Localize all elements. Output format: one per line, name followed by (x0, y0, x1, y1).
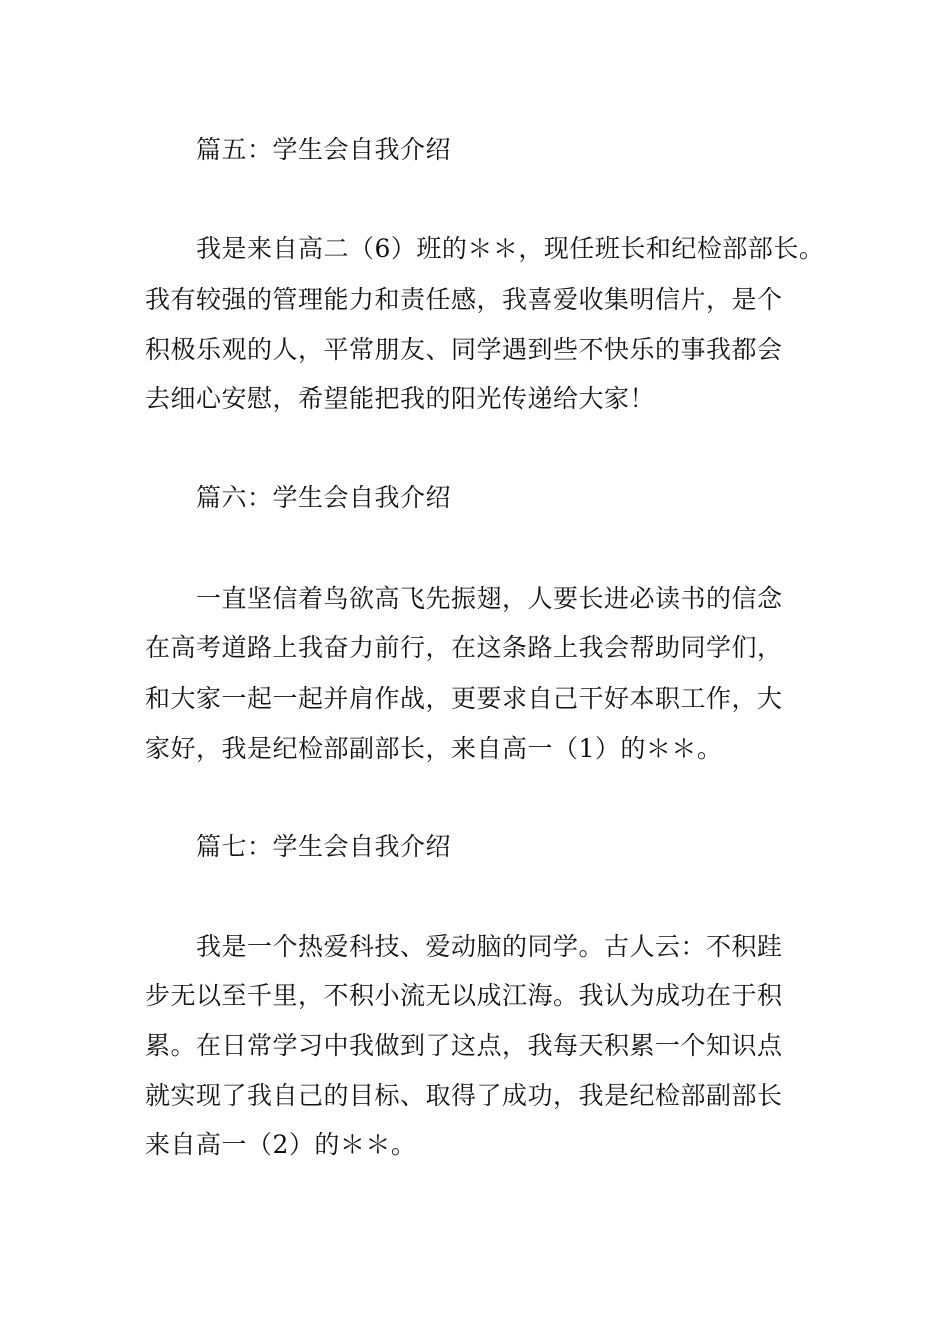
section-heading: 篇七：学生会自我介绍 (196, 832, 452, 861)
section-heading: 篇六：学生会自我介绍 (196, 483, 452, 512)
paragraph-line: 累。在日常学习中我做到了这点，我每天积累一个知识点 (145, 1031, 783, 1060)
paragraph-line: 在高考道路上我奋力前行，在这条路上我会帮助同学们， (145, 633, 783, 662)
paragraph-line: 我是一个热爱科技、爱动脑的同学。古人云：不积跬 (196, 932, 783, 961)
paragraph-line: 我有较强的管理能力和责任感，我喜爱收集明信片，是个 (145, 285, 783, 314)
paragraph-line: 来自高一（2）的＊＊。 (145, 1130, 417, 1159)
paragraph-line: 我是来自高二（6）班的＊＊，现任班长和纪检部部长。 (196, 234, 825, 263)
paragraph-line: 就实现了我自己的目标、取得了成功，我是纪检部副部长 (145, 1081, 783, 1110)
paragraph-line: 一直坚信着鸟欲高飞先振翅，人要长进必读书的信念 (196, 584, 783, 613)
paragraph-line: 和大家一起一起并肩作战，更要求自己干好本职工作，大 (145, 684, 783, 713)
section-heading: 篇五：学生会自我介绍 (196, 135, 452, 164)
paragraph-line: 积极乐观的人，平常朋友、同学遇到些不快乐的事我都会 (145, 335, 783, 364)
paragraph-line: 家好，我是纪检部副部长，来自高一（1）的＊＊。 (145, 734, 723, 763)
paragraph-line: 去细心安慰，希望能把我的阳光传递给大家！ (145, 384, 656, 413)
paragraph-line: 步无以至千里，不积小流无以成江海。我认为成功在于积 (145, 981, 783, 1010)
